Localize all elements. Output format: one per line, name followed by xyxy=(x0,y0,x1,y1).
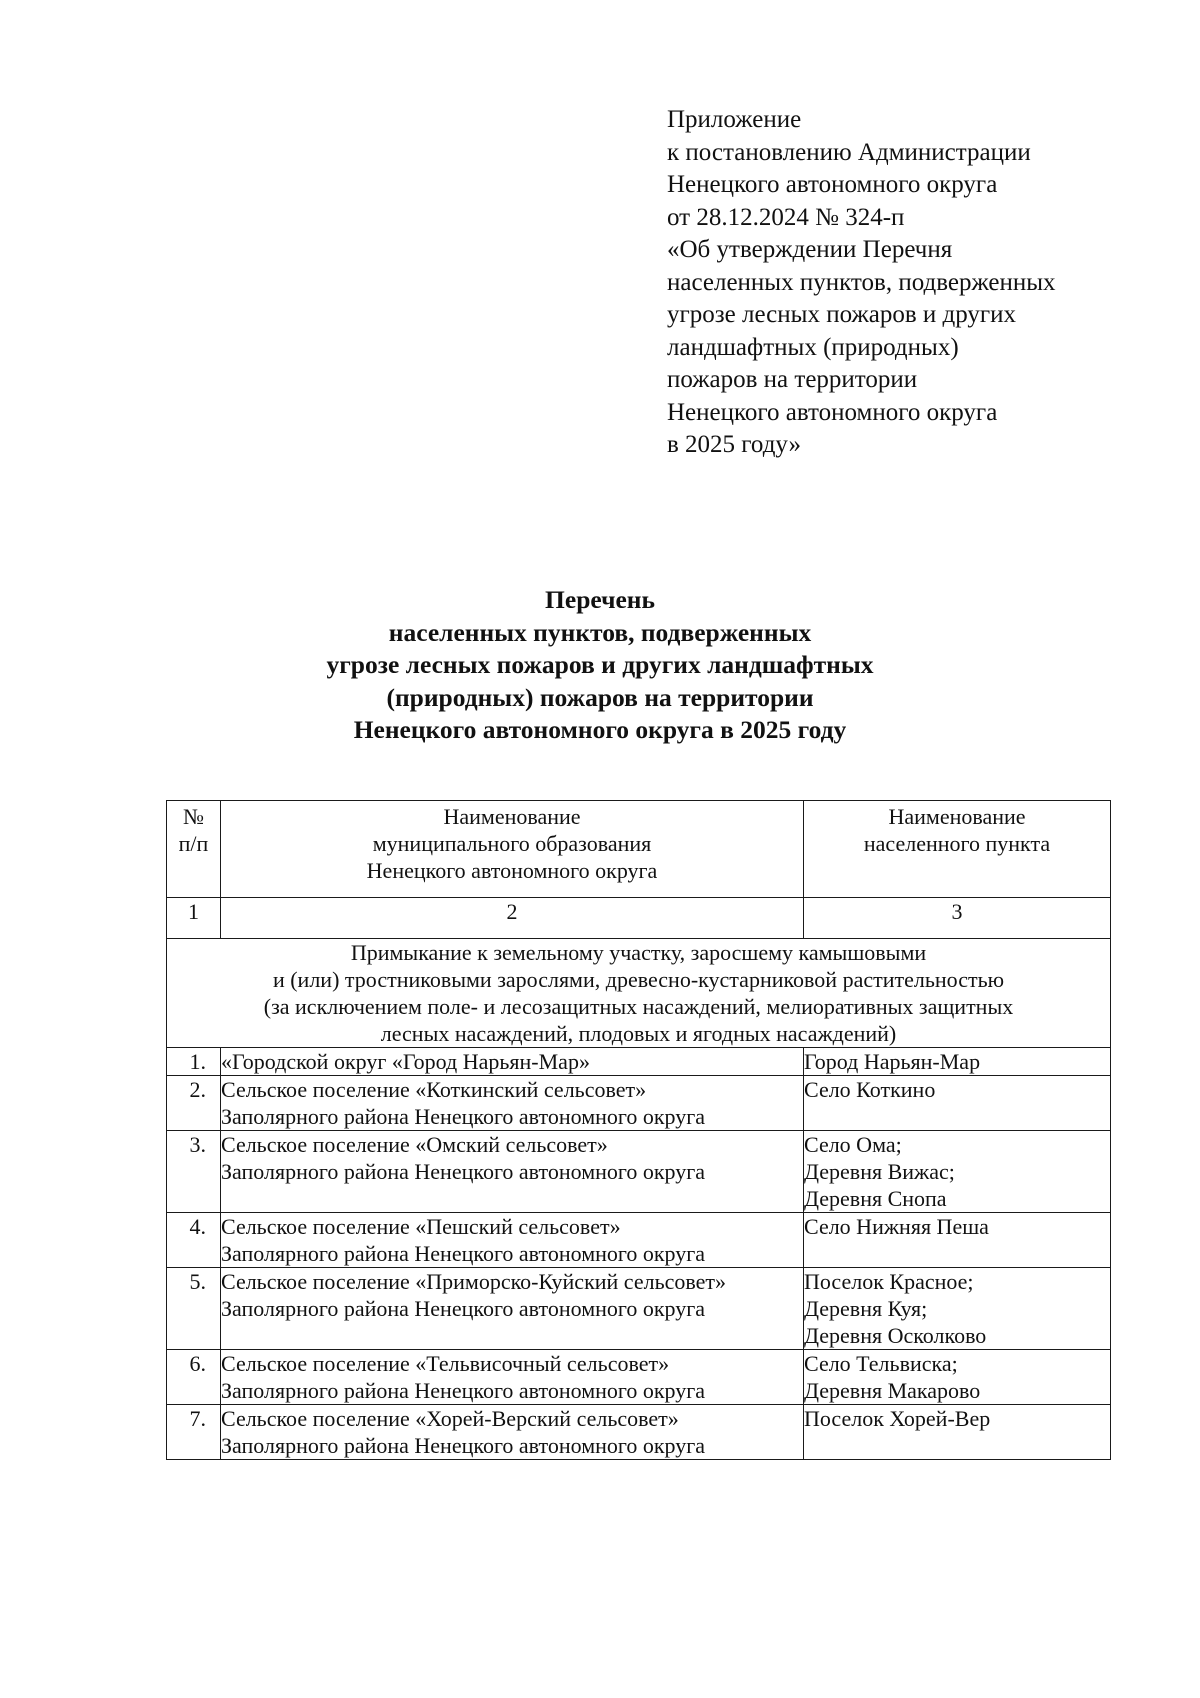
table-row xyxy=(167,1350,1111,1405)
header-locality-line: населенного пункта xyxy=(863,831,1051,856)
column-index: 2 xyxy=(221,898,804,939)
header-municipality xyxy=(221,801,804,898)
column-index-row xyxy=(167,898,1111,939)
header-number xyxy=(167,801,221,898)
row-municipality xyxy=(221,1076,804,1131)
row-localities xyxy=(804,1131,1111,1213)
header-number-line: № xyxy=(183,804,204,829)
row-municipality xyxy=(221,1350,804,1405)
appendix-line: от 28.12.2024 № 324-п xyxy=(667,203,905,231)
locality-line: Село Коткино xyxy=(804,1077,936,1102)
row-number: 5. xyxy=(167,1268,221,1350)
locality-line: Город Нарьян-Мар xyxy=(804,1049,981,1074)
title-line: (природных) пожаров на территории xyxy=(386,682,814,712)
municipality-line: Сельское поселение «Пешский сельсовет» xyxy=(221,1214,621,1239)
municipality-line: Сельское поселение «Приморско-Куйский сельсовет» xyxy=(221,1269,727,1294)
column-index: 3 xyxy=(804,898,1111,939)
appendix-line: Ненецкого автономного округа xyxy=(667,398,998,426)
municipality-line: «Городской округ «Город Нарьян-Мар» xyxy=(221,1049,590,1074)
row-municipality xyxy=(221,1213,804,1268)
municipality-line: Заполярного района Ненецкого автономного округа xyxy=(221,1296,706,1321)
column-index: 1 xyxy=(167,898,221,939)
table-row xyxy=(167,1131,1111,1213)
locality-line: Деревня Осколково xyxy=(804,1323,987,1348)
table-row xyxy=(167,1076,1111,1131)
table-row xyxy=(167,1268,1111,1350)
locality-line: Деревня Макарово xyxy=(804,1378,981,1403)
appendix-line: пожаров на территории xyxy=(667,366,918,393)
locality-line: Село Нижняя Пеша xyxy=(804,1214,989,1239)
appendix-line: в 2025 году» xyxy=(667,431,802,458)
header-municipality-line: Ненецкого автономного округа xyxy=(366,858,658,883)
header-locality-line: Наименование xyxy=(888,804,1026,829)
row-localities xyxy=(804,1350,1111,1405)
municipality-line: Заполярного района Ненецкого автономного округа xyxy=(221,1241,706,1266)
header-number-line: п/п xyxy=(178,831,209,856)
title-line: угрозе лесных пожаров и других ландшафтных xyxy=(326,650,874,679)
appendix-line: к постановлению Администрации xyxy=(667,138,1031,166)
table-header-row xyxy=(167,801,1111,898)
appendix-block xyxy=(667,104,1167,462)
appendix-line: ландшафтных (природных) xyxy=(667,333,959,361)
row-municipality xyxy=(221,1131,804,1213)
appendix-line: Ненецкого автономного округа xyxy=(667,171,998,198)
municipality-line: Сельское поселение «Тельвисочный сельсовет» xyxy=(221,1351,670,1376)
row-localities xyxy=(804,1076,1111,1131)
locality-line: Село Тельвиска; xyxy=(804,1351,958,1376)
header-locality xyxy=(804,801,1111,898)
header-municipality-line: Наименование xyxy=(443,804,581,829)
row-localities xyxy=(804,1048,1111,1076)
appendix-line: угрозе лесных пожаров и других xyxy=(667,301,1017,328)
municipality-line: Сельское поселение «Хорей-Верский сельсовет» xyxy=(221,1406,679,1431)
section-line: Примыкание к земельному участку, заросшему камышовыми xyxy=(350,940,927,965)
locality-line: Поселок Хорей-Вер xyxy=(804,1406,991,1431)
appendix-line: населенных пунктов, подверженных xyxy=(667,268,1056,296)
header-municipality-line: муниципального образования xyxy=(372,831,652,856)
locality-line: Деревня Куя; xyxy=(804,1296,928,1321)
municipality-line: Заполярного района Ненецкого автономного округа xyxy=(221,1433,706,1458)
section-line: лесных насаждений, плодовых и ягодных насаждений) xyxy=(380,1021,897,1046)
row-municipality xyxy=(221,1268,804,1350)
title-line: Ненецкого автономного округа в 2025 году xyxy=(353,715,847,744)
row-municipality xyxy=(221,1048,804,1076)
locality-line: Деревня Снопа xyxy=(804,1186,947,1211)
row-localities xyxy=(804,1213,1111,1268)
table-row xyxy=(167,1405,1111,1460)
table-row xyxy=(167,1048,1111,1076)
municipality-line: Заполярного района Ненецкого автономного округа xyxy=(221,1104,706,1129)
title-line: населенных пунктов, подверженных xyxy=(388,617,812,647)
locality-line: Деревня Вижас; xyxy=(804,1159,955,1184)
settlements-table xyxy=(166,800,1111,1460)
section-line: (за исключением поле- и лесозащитных насаждений, мелиоративных защитных xyxy=(263,994,1014,1019)
row-number: 2. xyxy=(167,1076,221,1131)
municipality-line: Заполярного района Ненецкого автономного округа xyxy=(221,1378,706,1403)
municipality-line: Сельское поселение «Омский сельсовет» xyxy=(221,1132,608,1157)
municipality-line: Заполярного района Ненецкого автономного округа xyxy=(221,1159,706,1184)
locality-line: Село Ома; xyxy=(804,1132,902,1157)
row-municipality xyxy=(221,1405,804,1460)
row-number: 4. xyxy=(167,1213,221,1268)
section-line: и (или) тростниковыми зарослями, древесно-кустарниковой растительностью xyxy=(272,967,1005,992)
title-line: Перечень xyxy=(545,585,655,614)
municipality-line: Сельское поселение «Коткинский сельсовет» xyxy=(221,1077,647,1102)
row-number: 6. xyxy=(167,1350,221,1405)
row-number: 7. xyxy=(167,1405,221,1460)
document-title xyxy=(150,584,1050,747)
row-number: 3. xyxy=(167,1131,221,1213)
row-localities xyxy=(804,1405,1111,1460)
table-row xyxy=(167,1213,1111,1268)
row-number: 1. xyxy=(167,1048,221,1076)
appendix-line: Приложение xyxy=(667,106,802,133)
locality-line: Поселок Красное; xyxy=(804,1269,974,1294)
section-header-row xyxy=(167,939,1111,1048)
row-localities xyxy=(804,1268,1111,1350)
appendix-line: «Об утверждении Перечня xyxy=(667,236,953,263)
section-header xyxy=(167,939,1111,1048)
